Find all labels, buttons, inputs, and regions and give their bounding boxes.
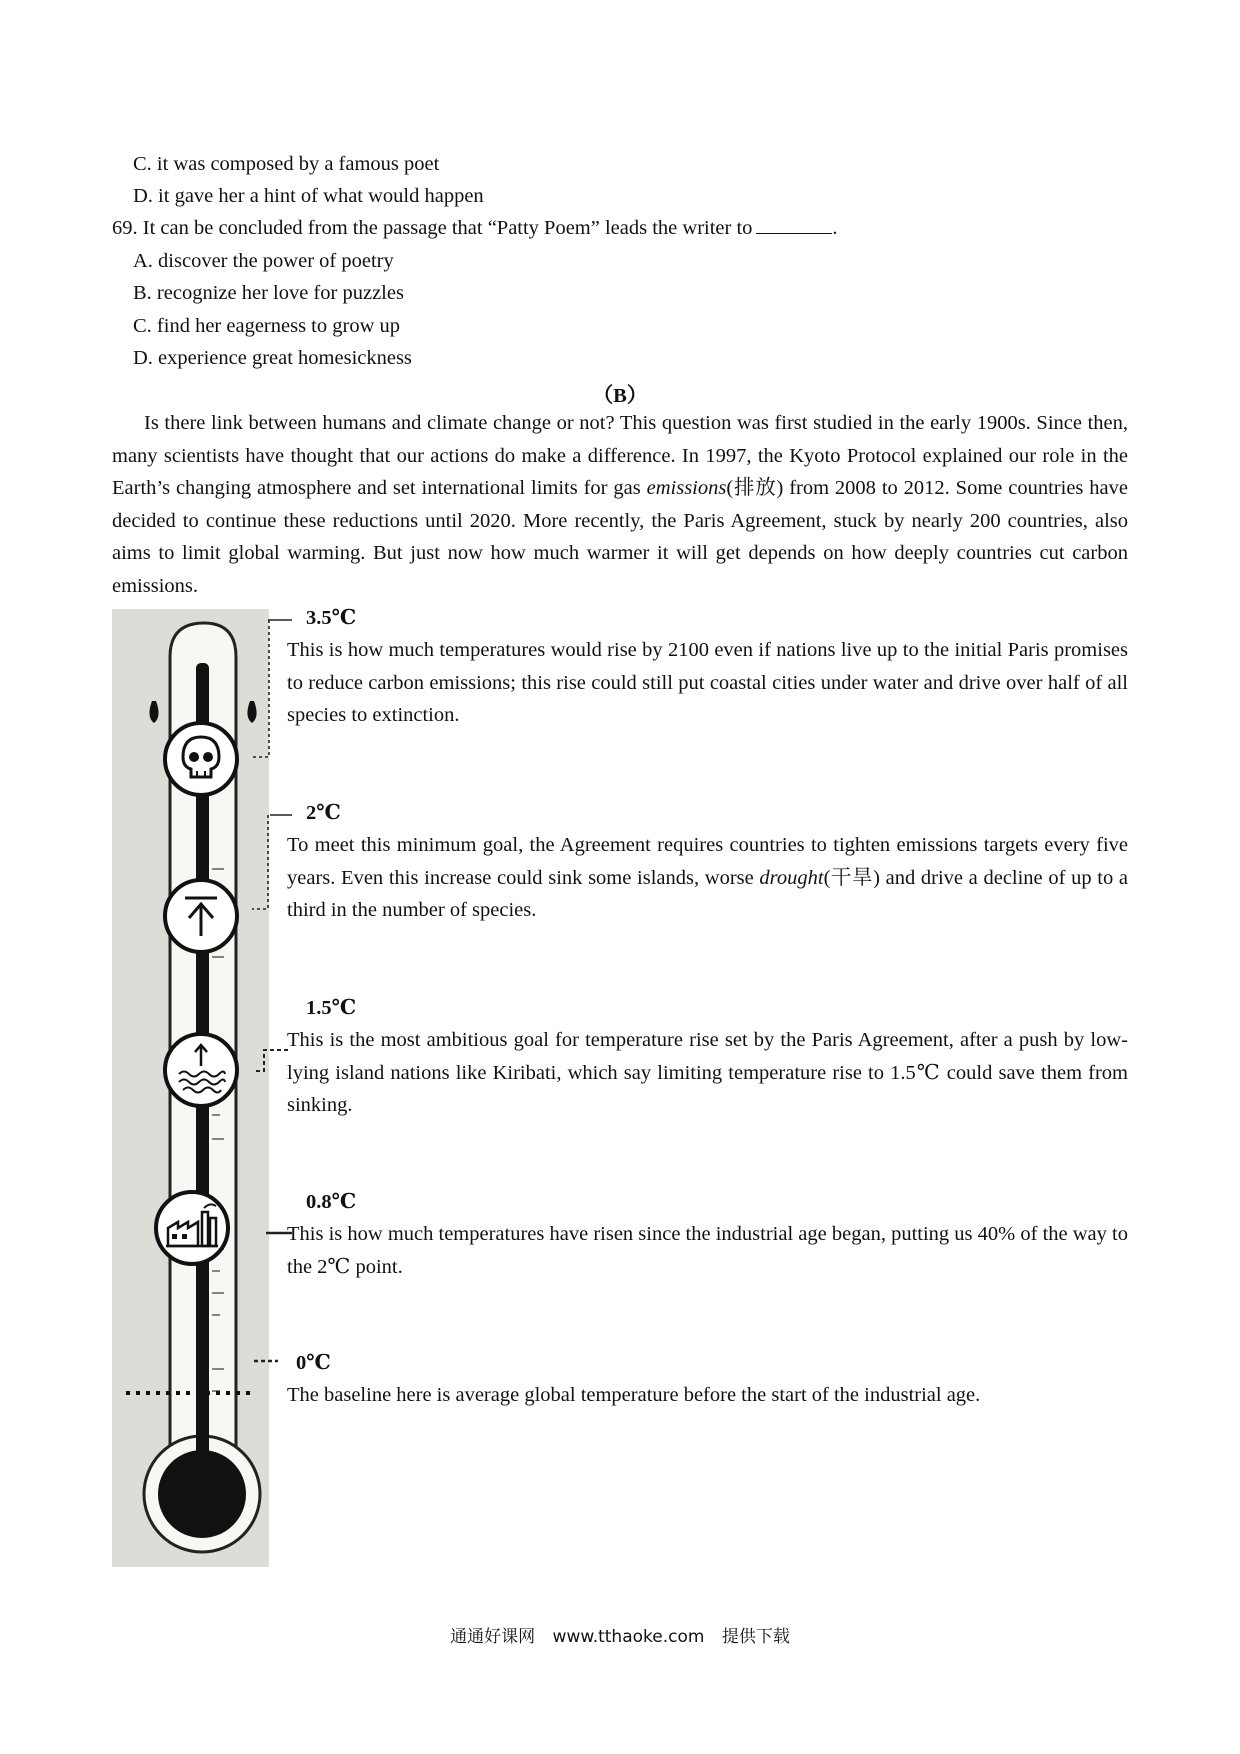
arrow-up-icon <box>161 876 241 956</box>
level-3-5-temp: 3.5℃ <box>306 607 357 629</box>
sweat-drop-icon <box>149 701 158 723</box>
section-b-heading: （B） <box>592 385 648 407</box>
q69-option-c: C. find her eagerness to grow up <box>133 315 401 337</box>
question-69-stem-end: . <box>832 217 838 239</box>
level-2-text-part-2: (干旱) and drive a decline of up to a third in the number of species. <box>287 866 1129 921</box>
level-0-temp: 0℃ <box>296 1352 331 1374</box>
footer-note: 提供下载 <box>721 1627 790 1647</box>
level-2-description <box>287 829 1128 927</box>
footer-site-name: 通通好课网 <box>450 1627 536 1647</box>
level-1-5-description: This is the most ambitious goal for temperature rise set by the Paris Agreement, after a push by low-lying island nations like Kiribati, which say limiting temperature rise to 1.5℃ could save them from sinking. <box>287 1029 1128 1116</box>
q69-option-b: B. recognize her love for puzzles <box>133 282 404 304</box>
factory-icon <box>152 1188 232 1268</box>
q69-option-a: A. discover the power of poetry <box>133 250 394 272</box>
level-2-temp: 2℃ <box>306 802 341 824</box>
level-0-8-temp: 0.8℃ <box>306 1191 357 1213</box>
page-footer <box>0 1622 1240 1647</box>
q68-option-c: C. it was composed by a famous poet <box>133 153 440 175</box>
sea-level-rise-icon <box>161 1030 241 1110</box>
q68-option-d: D. it gave her a hint of what would happen <box>133 185 484 207</box>
level-0-description: The baseline here is average global temperature before the start of the industrial age. <box>287 1384 981 1406</box>
intro-part-2: (排放) from 2008 to 2012. Some countries have decided to continue these reductions until 2020. More recently, the Paris Agreement, stuck by nearly 200 countries, also aims to limit global warming. But just now how much warmer it will get depends on how deeply countries cut carbon emissions. <box>112 477 1128 597</box>
question-69 <box>112 213 838 243</box>
footer-url: www.tthaoke.com <box>552 1627 705 1647</box>
answer-blank <box>756 215 832 234</box>
question-69-stem: 69. It can be concluded from the passage that “Patty Poem” leads the writer to <box>112 217 753 239</box>
q69-option-d: D. experience great homesickness <box>133 347 412 369</box>
intro-term-emissions: emissions <box>646 477 727 499</box>
skull-icon <box>161 719 241 799</box>
level-3-5-description: This is how much temperatures would rise by 2100 even if nations live up to the initial Paris promises to reduce carbon emissions; this rise could still put coastal cities under water and drive over half of all species to extinction. <box>287 639 1128 726</box>
level-2-text-part-1: To meet this minimum goal, the Agreement requires countries to tighten emissions targets every five years. Even this increase could sink some islands, worse <box>287 834 1128 889</box>
level-1-5-temp: 1.5℃ <box>306 997 357 1019</box>
level-0-8-description: This is how much temperatures have risen since the industrial age began, putting us 40% of the way to the 2℃ point. <box>287 1223 1128 1278</box>
level-2-term-drought: drought <box>759 866 824 889</box>
section-b-intro <box>112 407 1128 602</box>
intro-part-1: Is there link between humans and climate change or not? This question was first studied in the early 1900s. Since then, many scientists have thought that our actions do make a difference. In 1997, the Kyoto Protocol explained our role in the Earth’s changing atmosphere and set international limits for gas <box>112 412 1128 499</box>
